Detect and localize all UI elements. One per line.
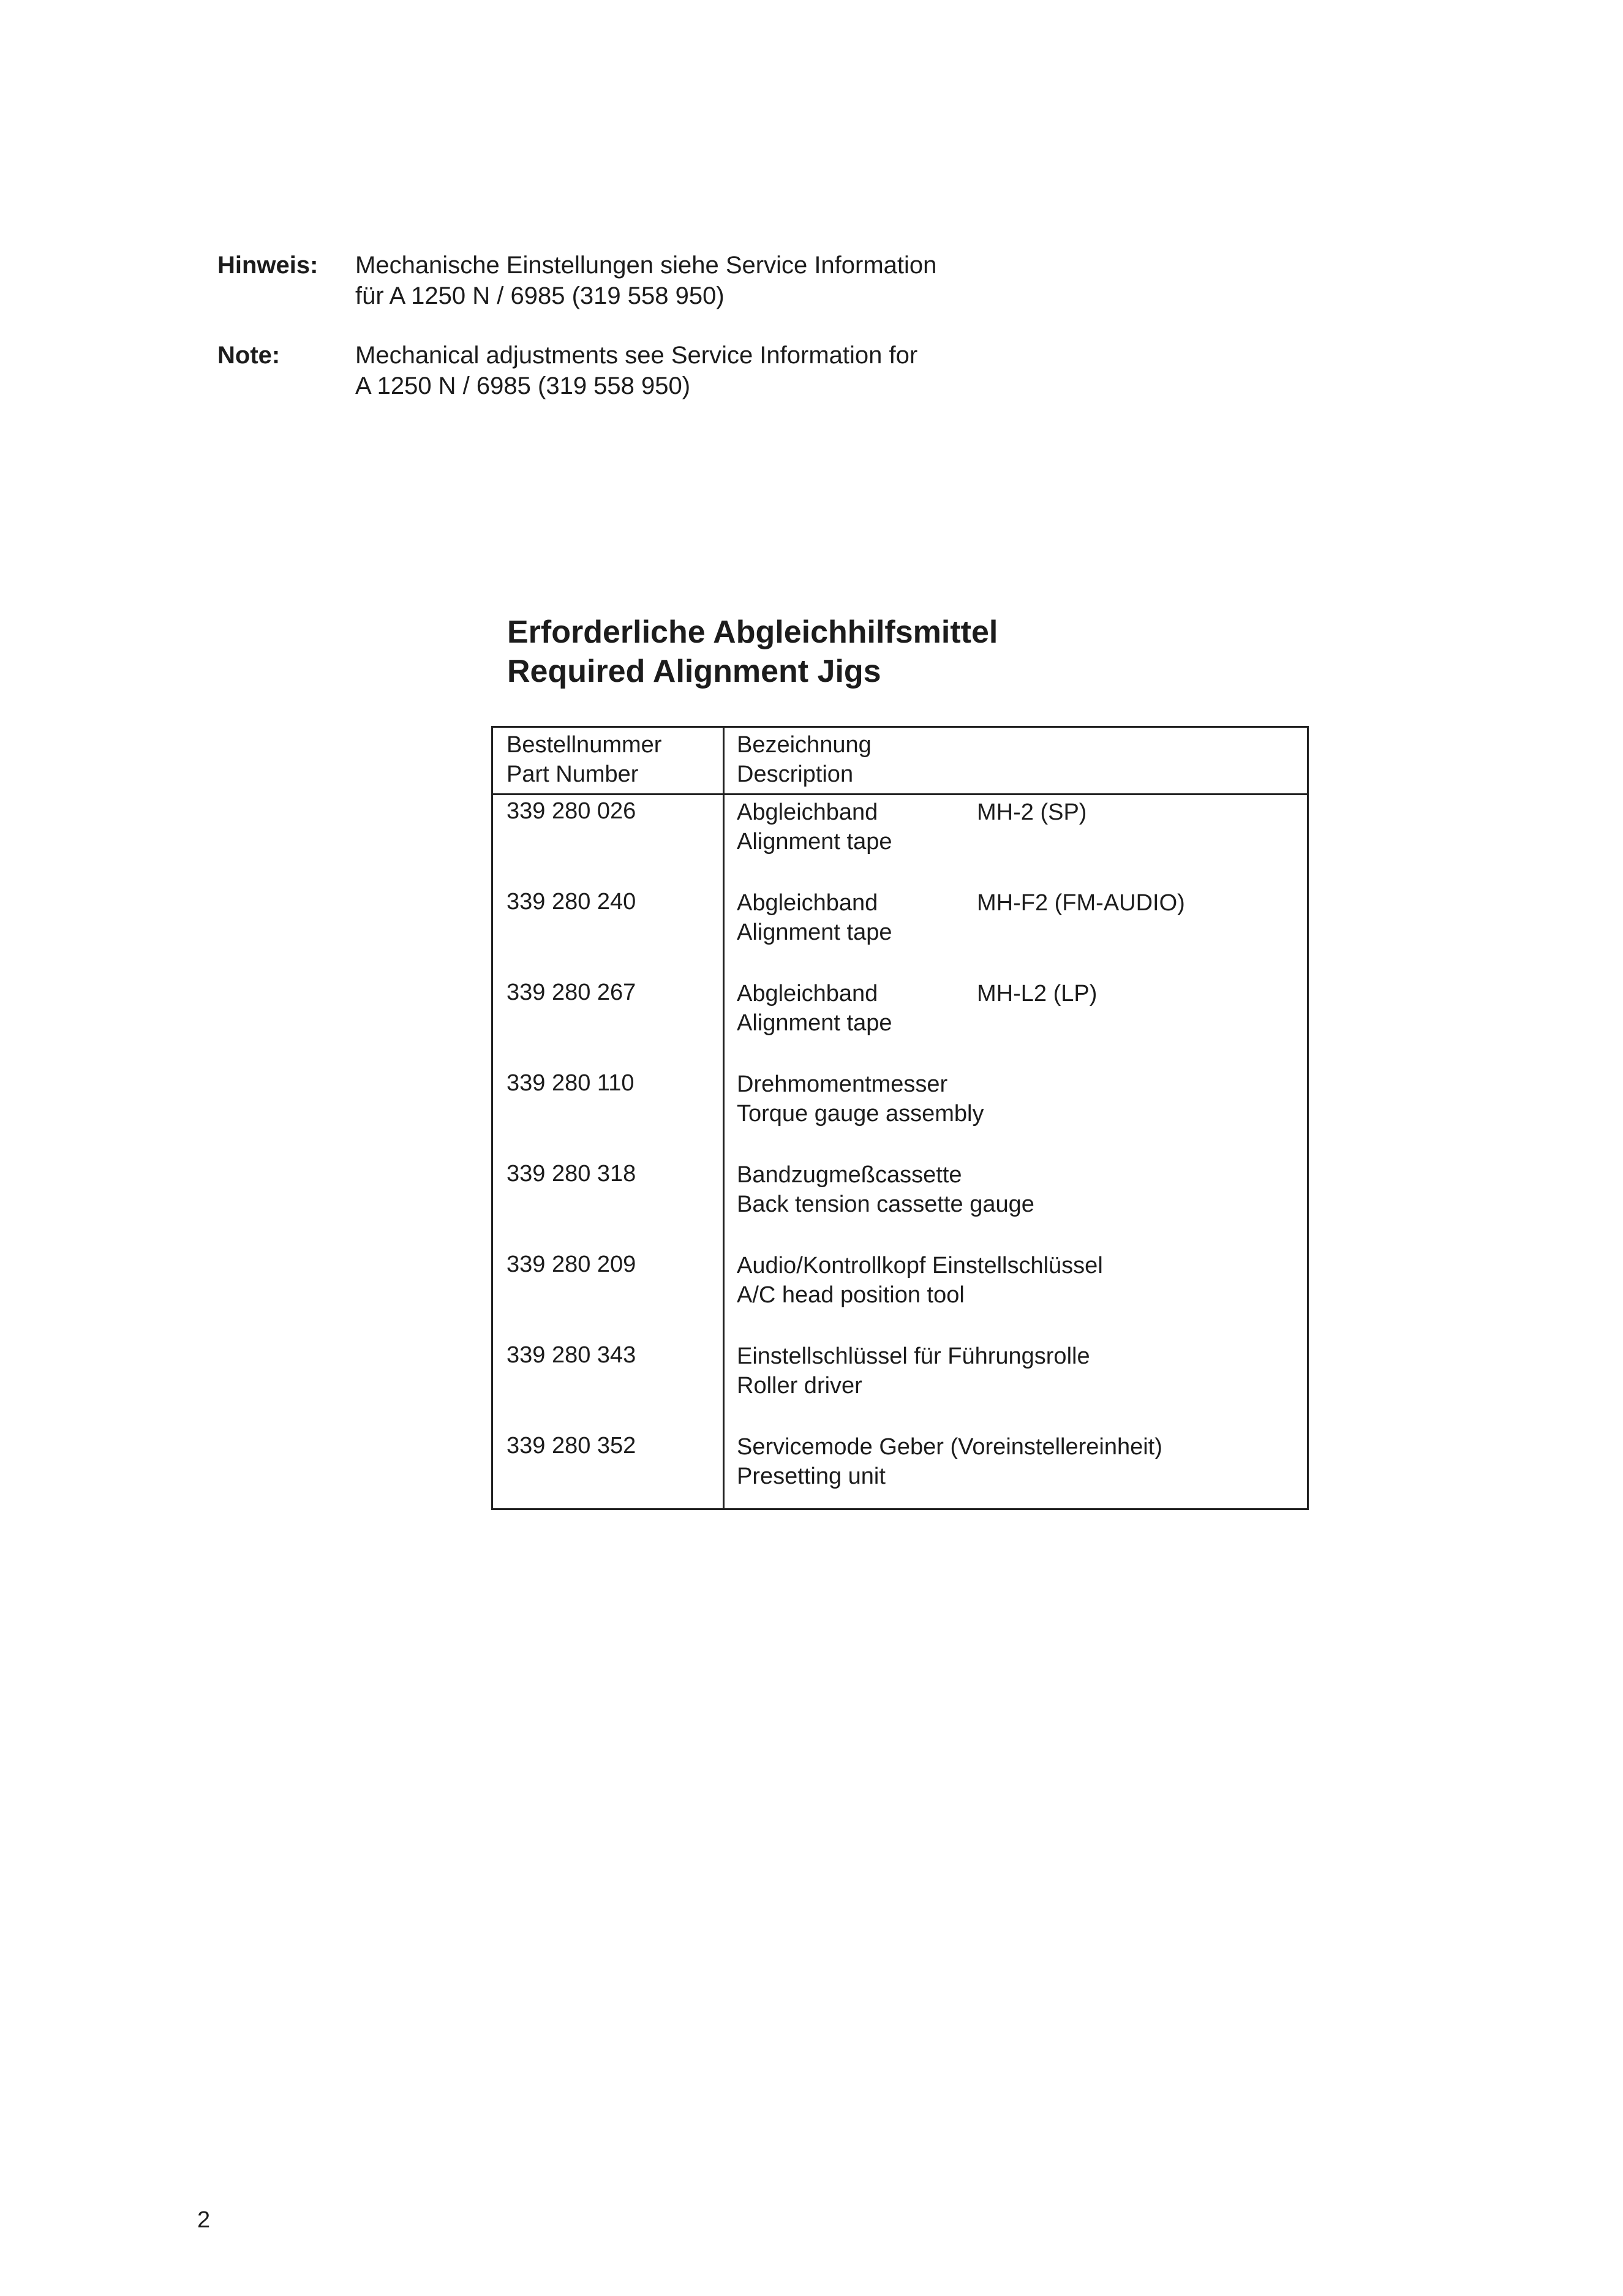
description: [737, 1160, 1034, 1219]
description-de: Abgleichband: [737, 890, 878, 916]
description-en: Roller driver: [737, 1373, 862, 1399]
description-de: Abgleichband: [737, 799, 878, 825]
part-number: 339 280 026: [506, 798, 636, 824]
table-row: [493, 1431, 1307, 1522]
table-row: [493, 1250, 1307, 1340]
part-number: 339 280 352: [506, 1433, 636, 1459]
description-de: Drehmomentmesser: [737, 1071, 948, 1097]
header-text: Description: [737, 761, 854, 787]
description-de: Audio/Kontrollkopf Einstellschlüssel: [737, 1253, 1103, 1278]
part-number: 339 280 209: [506, 1252, 636, 1277]
description: [737, 979, 892, 1038]
table-row: [493, 887, 1307, 978]
alignment-jigs-table: [491, 726, 1309, 1510]
note-line: für A 1250 N / 6985 (319 558 950): [355, 282, 725, 309]
note-text: [355, 250, 1151, 311]
table-row: [493, 1340, 1307, 1431]
description: [737, 1070, 984, 1128]
header-text: Bestellnummer: [506, 732, 662, 758]
description-en: Alignment tape: [737, 1010, 892, 1036]
part-number: 339 280 267: [506, 980, 636, 1005]
table-row: [493, 978, 1307, 1068]
heading-line-de: Erforderliche Abgleichhilfsmittel: [507, 614, 998, 650]
table-row: [493, 1068, 1307, 1159]
description-de: Abgleichband: [737, 981, 878, 1006]
description: [737, 1251, 1103, 1310]
section-heading: [507, 613, 998, 691]
description: [737, 888, 892, 947]
note-text: [355, 340, 1151, 401]
description-en: Torque gauge assembly: [737, 1101, 984, 1127]
heading-line-en: Required Alignment Jigs: [507, 654, 881, 689]
description: [737, 1432, 1162, 1491]
page-number: 2: [197, 2207, 211, 2233]
description-en: A/C head position tool: [737, 1282, 965, 1308]
description-en: Alignment tape: [737, 829, 892, 855]
note-label: Note:: [217, 342, 281, 369]
description: [737, 1342, 1090, 1400]
header-description: [737, 730, 872, 789]
part-number: 339 280 110: [506, 1070, 635, 1096]
description-de: Bandzugmeßcassette: [737, 1162, 962, 1188]
header-divider: [493, 793, 1307, 795]
note-label: Hinweis:: [217, 252, 318, 279]
part-number: 339 280 318: [506, 1161, 636, 1187]
description-de: Servicemode Geber (Voreinstellereinheit): [737, 1434, 1162, 1460]
note-line: Mechanical adjustments see Service Information for: [355, 342, 918, 369]
header-text: Bezeichnung: [737, 732, 872, 758]
note-line: Mechanische Einstellungen siehe Service Information: [355, 252, 937, 279]
description-de: Einstellschlüssel für Führungsrolle: [737, 1343, 1090, 1369]
description-en: Alignment tape: [737, 920, 892, 945]
tape-code: MH-2 (SP): [977, 799, 1087, 825]
note-line: A 1250 N / 6985 (319 558 950): [355, 372, 691, 399]
part-number: 339 280 343: [506, 1342, 636, 1368]
table-row: [493, 1159, 1307, 1250]
part-number: 339 280 240: [506, 889, 636, 915]
description: [737, 798, 892, 856]
table-row: [493, 796, 1307, 887]
header-text: Part Number: [506, 761, 639, 787]
tape-code: MH-F2 (FM-AUDIO): [977, 890, 1185, 916]
description-en: Presetting unit: [737, 1463, 886, 1489]
description-en: Back tension cassette gauge: [737, 1191, 1034, 1217]
tape-code: MH-L2 (LP): [977, 981, 1098, 1006]
header-part-number: [506, 730, 661, 789]
